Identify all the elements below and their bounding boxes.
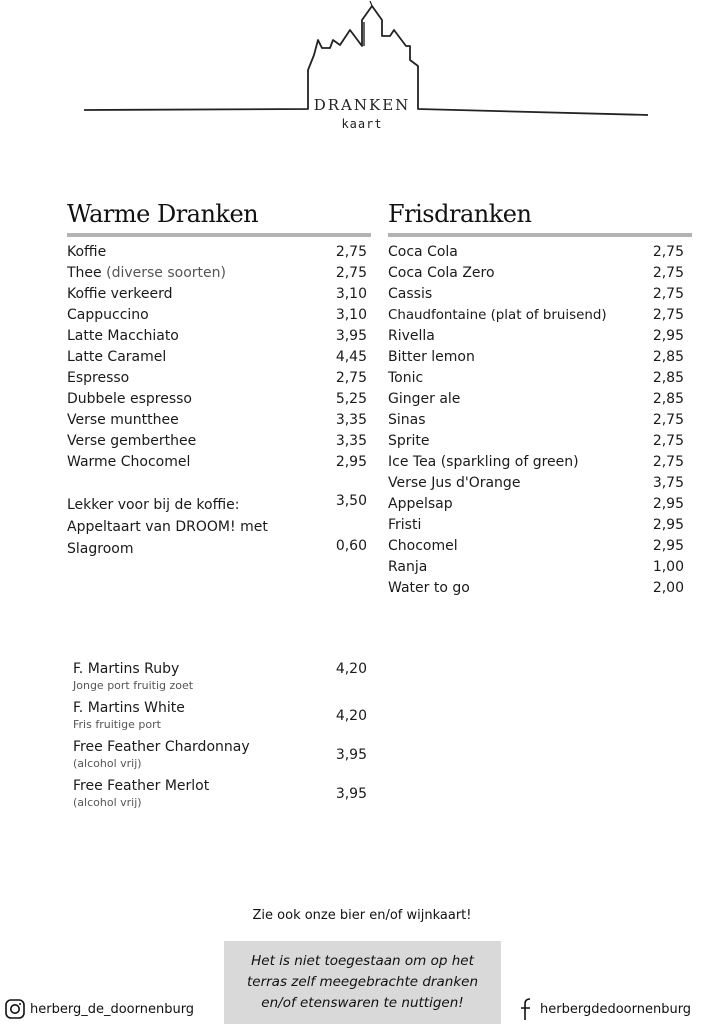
warning-line-1: Het is niet toegestaan om op het <box>251 953 474 969</box>
menu-item: Verse muntthee 3,35 <box>67 412 367 428</box>
warme-dranken-rule <box>67 233 371 237</box>
menu-item: Ginger ale 2,85 <box>388 391 684 407</box>
menu-item: Verse Jus d'Orange 3,75 <box>388 475 684 491</box>
frisdranken-rule <box>388 233 692 237</box>
menu-item: Ice Tea (sparkling of green) 2,75 <box>388 454 684 470</box>
instagram-handle-text: herberg_de_doornenburg <box>30 1001 195 1017</box>
warning-line-3: en/of etenswaren te nuttigen! <box>261 995 464 1011</box>
frisdranken-list <box>388 242 684 599</box>
instagram-handle[interactable] <box>4 997 194 1021</box>
menu-item: Ranja 1,00 <box>388 559 684 575</box>
extra-price-1: 3,50 <box>335 493 367 509</box>
menu-item: Tonic 2,85 <box>388 370 684 386</box>
footer-note: Zie ook onze bier en/of wijnkaart! <box>252 908 472 923</box>
menu-item: Bitter lemon 2,85 <box>388 349 684 365</box>
menu-item: Koffie verkeerd 3,10 <box>67 286 367 302</box>
menu-item: Latte Macchiato 3,95 <box>67 328 367 344</box>
menu-item: Verse gemberthee 3,35 <box>67 433 367 449</box>
menu-item: Cappuccino 3,10 <box>67 307 367 323</box>
facebook-handle[interactable] <box>518 997 691 1021</box>
koffie-extra-block <box>67 494 367 564</box>
menu-item: Coca Cola Zero 2,75 <box>388 265 684 281</box>
facebook-icon <box>518 997 536 1021</box>
wine-item: F. Martins White Fris fruitige port 4,20 <box>73 700 367 731</box>
menu-item: Cassis 2,75 <box>388 286 684 302</box>
menu-item: Warme Chocomel 2,95 <box>67 454 367 470</box>
menu-item: Chocomel 2,95 <box>388 538 684 554</box>
logo-title: DRANKEN <box>313 96 411 114</box>
warme-dranken-title: Warme Dranken <box>67 200 259 228</box>
menu-item: Thee (diverse soorten) 2,75 <box>67 265 367 281</box>
frisdranken-title: Frisdranken <box>388 200 532 228</box>
wine-item: Free Feather Merlot (alcohol vrij) 3,95 <box>73 778 367 809</box>
warme-dranken-list <box>67 242 367 473</box>
extra-line-3: Slagroom <box>67 541 134 557</box>
facebook-handle-text: herbergdedoornenburg <box>540 1001 692 1017</box>
warning-box <box>224 941 501 1024</box>
menu-item: Sinas 2,75 <box>388 412 684 428</box>
menu-item: Water to go 2,00 <box>388 580 684 596</box>
menu-item: Appelsap 2,95 <box>388 496 684 512</box>
menu-item: Chaudfontaine (plat of bruisend) 2,75 <box>388 307 684 323</box>
menu-item: Latte Caramel 4,45 <box>67 349 367 365</box>
extra-line-1: Lekker voor bij de koffie: <box>67 497 240 513</box>
logo-subtitle: kaart <box>341 117 383 131</box>
wine-item: Free Feather Chardonnay (alcohol vrij) 3,95 <box>73 739 367 770</box>
warning-line-2: terras zelf meegebrachte dranken <box>246 974 478 990</box>
menu-item: Koffie 2,75 <box>67 244 367 260</box>
menu-item: Rivella 2,95 <box>388 328 684 344</box>
menu-item: Coca Cola 2,75 <box>388 244 684 260</box>
extra-line-2: Appeltaart van DROOM! met <box>67 519 268 535</box>
instagram-icon <box>4 998 26 1020</box>
menu-item: Sprite 2,75 <box>388 433 684 449</box>
port-wine-list <box>73 659 367 815</box>
menu-item: Dubbele espresso 5,25 <box>67 391 367 407</box>
wine-item: F. Martins Ruby Jonge port fruitig zoet 4,20 <box>73 661 367 692</box>
extra-price-3: 0,60 <box>335 538 367 554</box>
menu-item: Fristi 2,95 <box>388 517 684 533</box>
menu-item: Espresso 2,75 <box>67 370 367 386</box>
